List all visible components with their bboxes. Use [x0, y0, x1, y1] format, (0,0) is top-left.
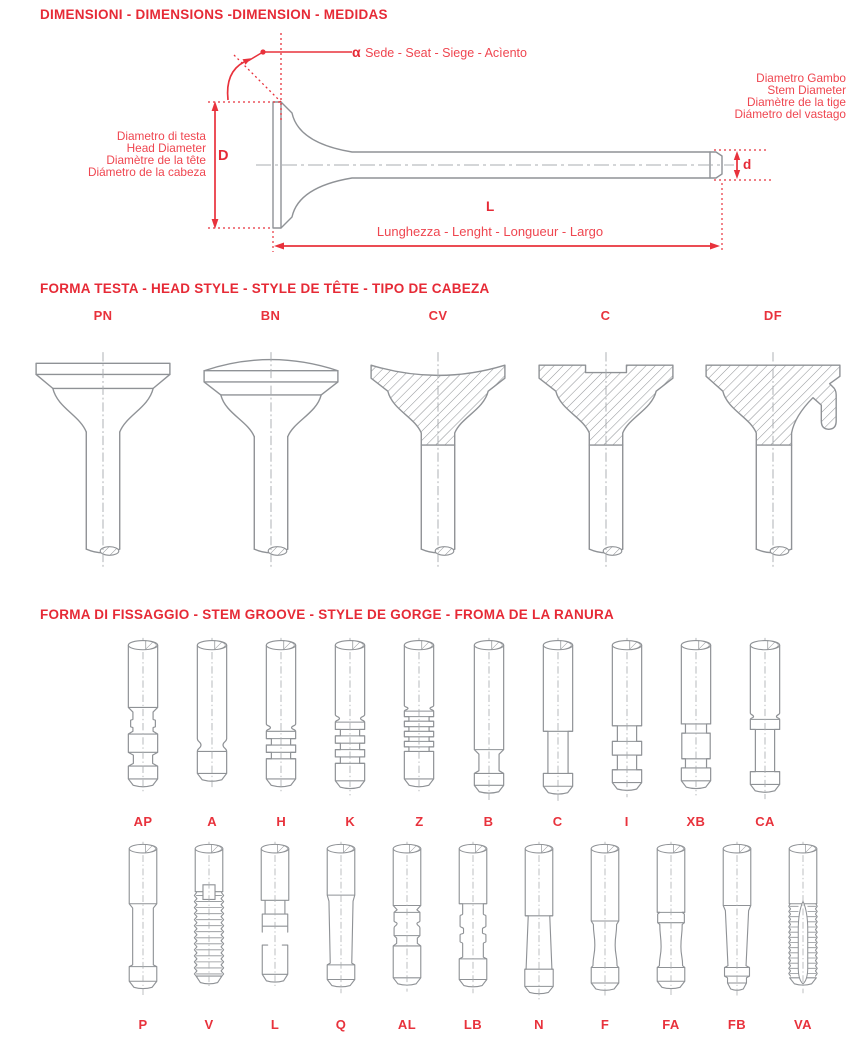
valve-head-drawing: [192, 328, 350, 577]
dim-letter-D: D: [218, 148, 229, 164]
figure-label: Z: [415, 814, 424, 829]
figure-label: AP: [133, 814, 153, 829]
figure-label: C: [600, 308, 611, 323]
stem-diameter-labels: [735, 73, 846, 121]
valve-stem-drawing: [456, 636, 522, 811]
valve-stem-drawing: [376, 840, 438, 1014]
stem-figure-l: [244, 840, 306, 1032]
valve-stem-drawing: [732, 636, 798, 811]
figure-label: FB: [727, 1017, 747, 1032]
figure-label: CA: [755, 814, 775, 829]
head-style-figure-pn: [24, 308, 182, 577]
figure-label: Q: [335, 1017, 347, 1032]
figure-label: BN: [260, 308, 281, 323]
stem-groove-row-1: [0, 636, 860, 829]
figure-label: B: [483, 814, 494, 829]
valve-stem-drawing: [640, 840, 702, 1014]
head-diameter-line: Diamètre de la tête: [106, 152, 206, 167]
figure-label: L: [270, 1017, 280, 1032]
valve-head-drawing: [24, 328, 182, 577]
alpha-symbol: α: [352, 44, 361, 60]
length-label: Lunghezza - Lenght - Longueur - Largo: [376, 224, 604, 239]
valve-head-drawing: [359, 328, 517, 577]
head-diameter-line: Head Diameter: [126, 140, 206, 155]
stem-figure-fa: [640, 840, 702, 1032]
valve-stem-drawing: [178, 840, 240, 1014]
figure-label: C: [552, 814, 563, 829]
head-style-row: [0, 308, 860, 577]
figure-label: P: [138, 1017, 148, 1032]
figure-label: I: [624, 814, 629, 829]
stem-figure-n: [508, 840, 570, 1032]
dim-letter-d: d: [743, 157, 752, 172]
stem-figure-k: [317, 636, 383, 829]
figure-label: LB: [463, 1017, 483, 1032]
valve-stem-drawing: [386, 636, 452, 811]
seat-angle-label: [352, 44, 527, 62]
valve-head-drawing: [694, 328, 852, 577]
stem-figure-z: [386, 636, 452, 829]
head-style-figure-bn: [192, 308, 350, 577]
dim-letter-L: L: [486, 199, 495, 214]
figure-label: F: [600, 1017, 610, 1032]
stem-diameter-line: Diámetro del vastago: [734, 106, 846, 121]
figure-label: PN: [93, 308, 113, 323]
figure-label: V: [204, 1017, 214, 1032]
valve-stem-drawing: [772, 840, 834, 1014]
stem-figure-xb: [663, 636, 729, 829]
valve-stem-drawing: [574, 840, 636, 1014]
head-diameter-line: Diametro di testa: [116, 129, 206, 143]
stem-figure-ca: [732, 636, 798, 829]
valve-stem-drawing: [594, 636, 660, 811]
stem-figure-lb: [442, 840, 504, 1032]
figure-label: N: [534, 1017, 544, 1032]
stem-diameter-line: Diamètre de la tige: [746, 94, 846, 109]
figure-label: XB: [686, 814, 706, 829]
stem-grooves-title: FORMA DI FISSAGGIO - STEM GROOVE - STYLE DE GORGE - FROMA DE LA RANURA: [40, 607, 615, 622]
stem-figure-va: [772, 840, 834, 1032]
figure-label: FA: [662, 1017, 680, 1032]
figure-label: K: [345, 814, 356, 829]
valve-stem-drawing: [508, 840, 570, 1014]
stem-figure-q: [310, 840, 372, 1032]
valve-head-drawing: [527, 328, 685, 577]
valve-stem-drawing: [663, 636, 729, 811]
stem-figure-f: [574, 840, 636, 1032]
head-diameter-line: Diámetro de la cabeza: [87, 164, 206, 179]
valve-stem-drawing: [110, 636, 176, 811]
figure-label: VA: [794, 1017, 812, 1032]
valve-stem-drawing: [442, 840, 504, 1014]
stem-figure-i: [594, 636, 660, 829]
figure-label: H: [276, 814, 287, 829]
stem-figure-p: [112, 840, 174, 1032]
stem-figure-v: [178, 840, 240, 1032]
seat-label-text: Sede - Seat - Siege - Acìento: [365, 46, 527, 60]
stem-groove-row-2: [0, 840, 860, 1032]
head-styles-title: FORMA TESTA - HEAD STYLE - STYLE DE TÊTE - TIPO DE CABEZA: [40, 281, 490, 296]
valve-stem-drawing: [317, 636, 383, 811]
stem-figure-c: [525, 636, 591, 829]
figure-label: A: [207, 814, 217, 829]
dimensions-title: DIMENSIONI - DIMENSIONS -DIMENSION - MEDIDAS: [40, 7, 388, 22]
head-diameter-labels: [88, 131, 206, 179]
stem-figure-a: [179, 636, 245, 829]
stem-diameter-line: Diametro Gambo: [756, 71, 846, 85]
stem-diameter-line: Stem Diameter: [767, 82, 846, 97]
stem-figure-fb: [706, 840, 768, 1032]
valve-stem-drawing: [525, 636, 591, 811]
head-style-figure-cv: [359, 308, 517, 577]
valve-stem-drawing: [244, 840, 306, 1014]
figure-label: CV: [428, 308, 448, 323]
valve-stem-drawing: [310, 840, 372, 1014]
stem-figure-h: [248, 636, 314, 829]
valve-stem-drawing: [706, 840, 768, 1014]
head-style-figure-c: [527, 308, 685, 577]
figure-label: DF: [763, 308, 783, 323]
valve-stem-drawing: [112, 840, 174, 1014]
stem-figure-ap: [110, 636, 176, 829]
head-style-figure-df: [694, 308, 852, 577]
valve-stem-drawing: [179, 636, 245, 811]
stem-figure-al: [376, 840, 438, 1032]
stem-figure-b: [456, 636, 522, 829]
valve-stem-drawing: [248, 636, 314, 811]
figure-label: AL: [397, 1017, 417, 1032]
